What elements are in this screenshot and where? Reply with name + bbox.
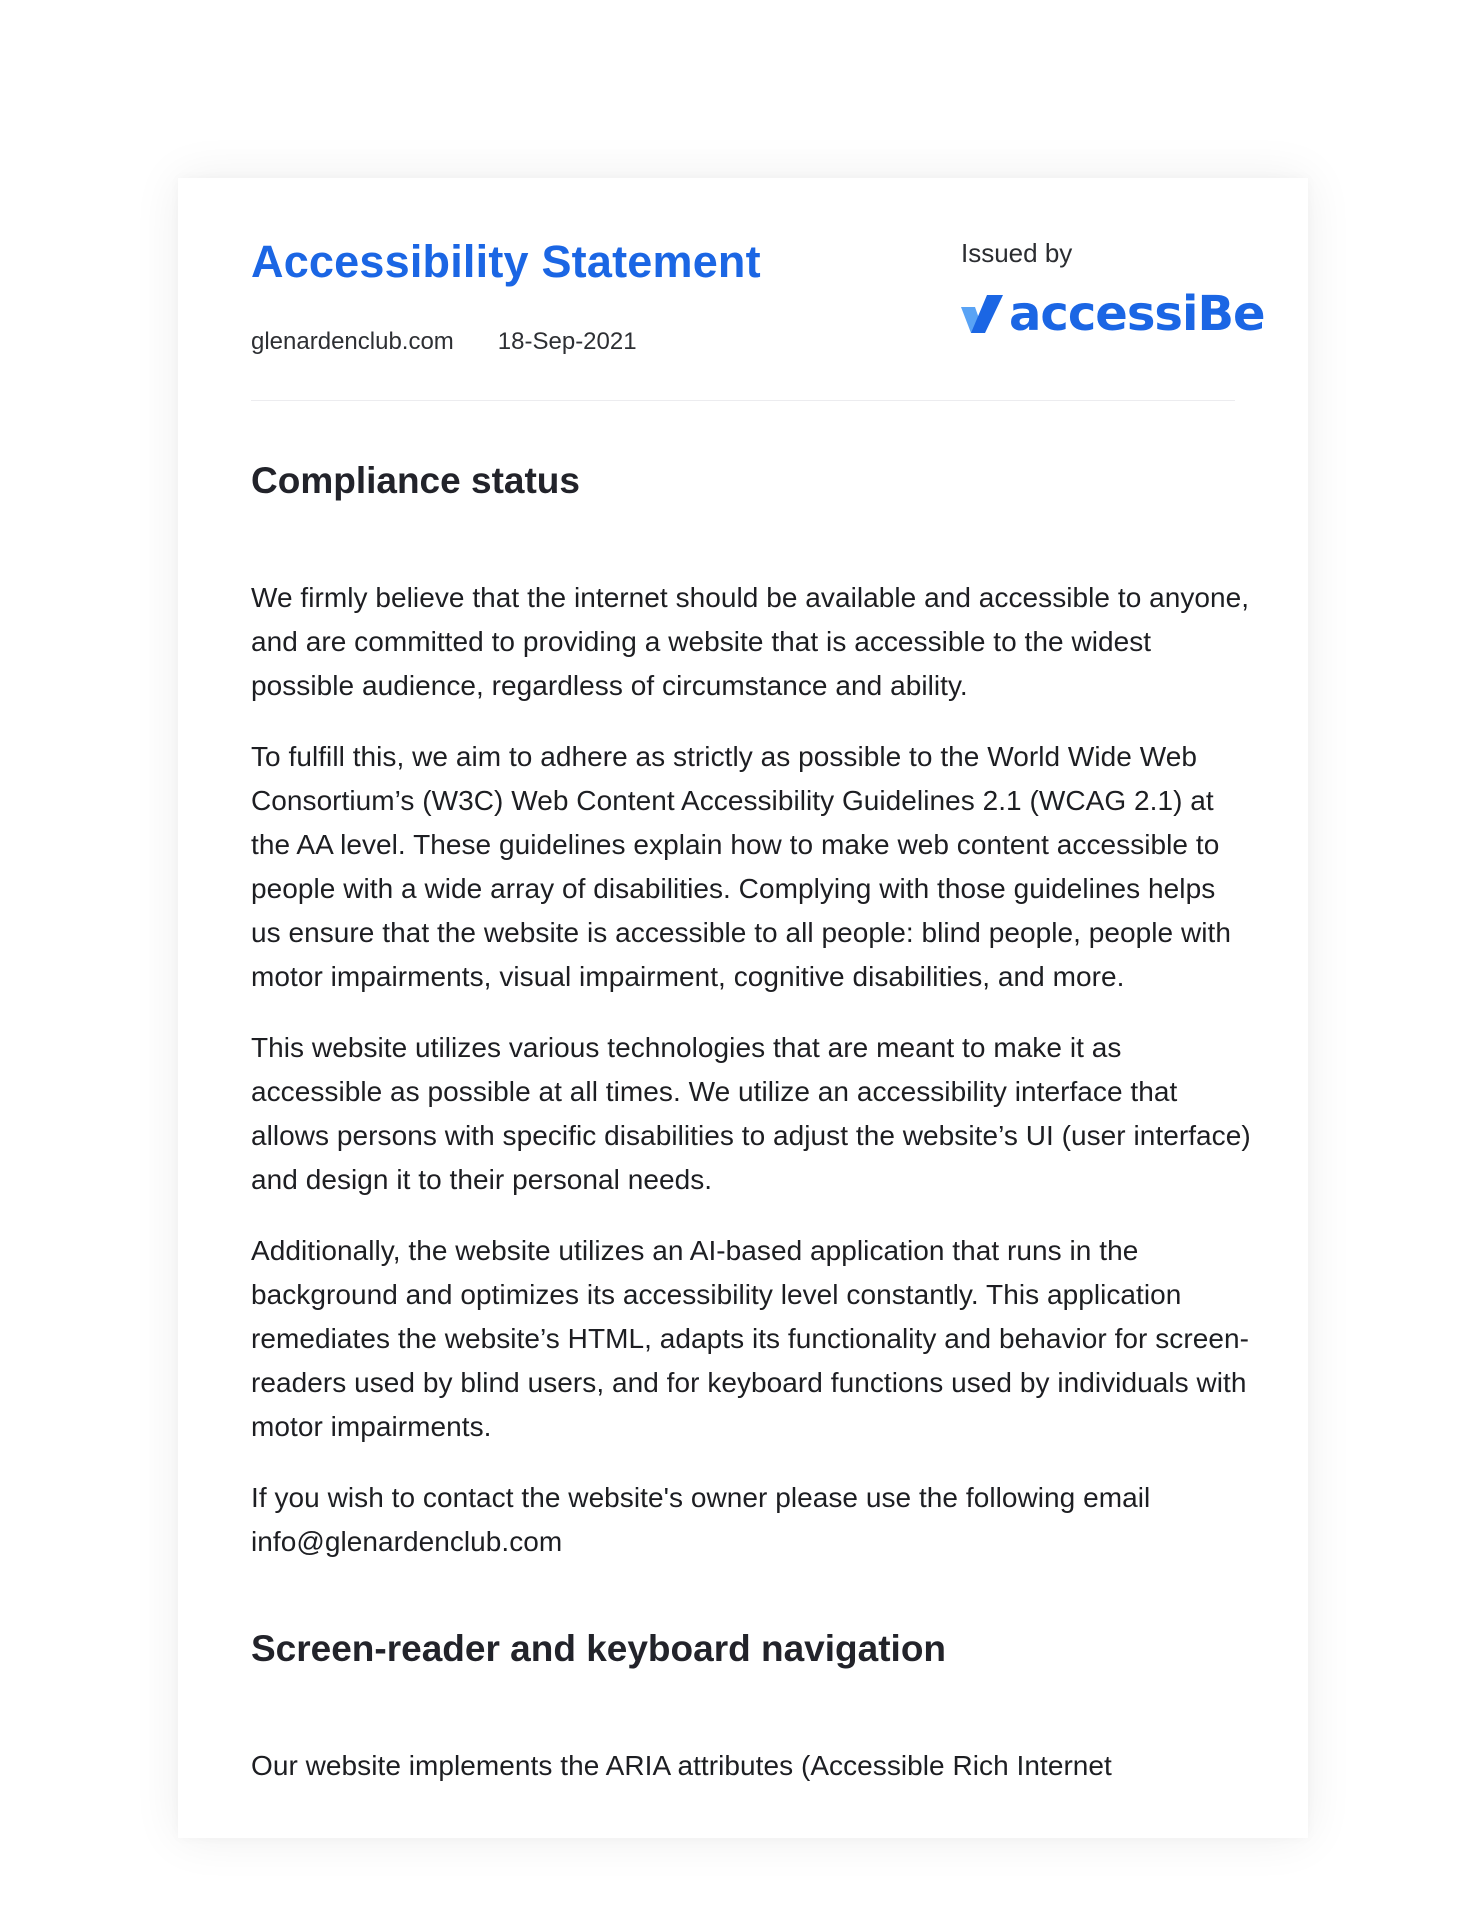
checkmark-logo-icon xyxy=(959,293,1005,335)
accessibe-logo xyxy=(959,286,1265,342)
statement-page xyxy=(178,178,1308,1838)
paragraph: We firmly believe that the internet should be available and accessible to anyone, and are committed to providing a website that is accessible to the widest possible audience, regardless of circumstance and ability. xyxy=(251,582,1250,701)
statement-body xyxy=(251,458,1251,1815)
page-title: Accessibility Statement xyxy=(251,236,761,287)
section-heading-screen-reader: Screen-reader and keyboard navigation xyxy=(251,1628,947,1669)
statement-meta xyxy=(251,328,637,356)
paragraph: Additionally, the website utilizes an AI-based application that runs in the background and optimizes its accessibility level constantly. This application remediates the website’s HTML, adapts its functionality and behavior for screen-readers used by blind users, and for keyboard functions used by individuals with motor impairments. xyxy=(251,1235,1249,1442)
issued-by-label: Issued by xyxy=(961,238,1073,268)
site-domain: glenardenclub.com xyxy=(251,328,454,355)
paragraph: To fulfill this, we aim to adhere as strictly as possible to the World Wide Web Consortium’s (W3C) Web Content Accessibility Guidelines 2.1 (WCAG 2.1) at the AA level. These guidelines explain how to make web content accessible to people with a wide array of disabilities. Complying with those guidelines helps us ensure that the website is accessible to all people: blind people, people with motor impairments, visual impairment, cognitive disabilities, and more. xyxy=(251,741,1232,992)
paragraph: Our website implements the ARIA attributes (Accessible Rich Internet xyxy=(251,1750,1112,1781)
paragraph: This website utilizes various technologies that are meant to make it as accessible as possible at all times. We utilize an accessibility interface that allows persons with specific disabilities to adjust the website’s UI (user interface) and design it to their personal needs. xyxy=(251,1032,1251,1195)
section-heading-compliance: Compliance status xyxy=(251,460,580,501)
issue-date: 18-Sep-2021 xyxy=(497,328,637,355)
paragraph: If you wish to contact the website's owner please use the following email info@glenardenclub.com xyxy=(251,1482,1151,1557)
brand-name: accessiBe xyxy=(1009,286,1265,342)
statement-header xyxy=(251,178,1265,401)
